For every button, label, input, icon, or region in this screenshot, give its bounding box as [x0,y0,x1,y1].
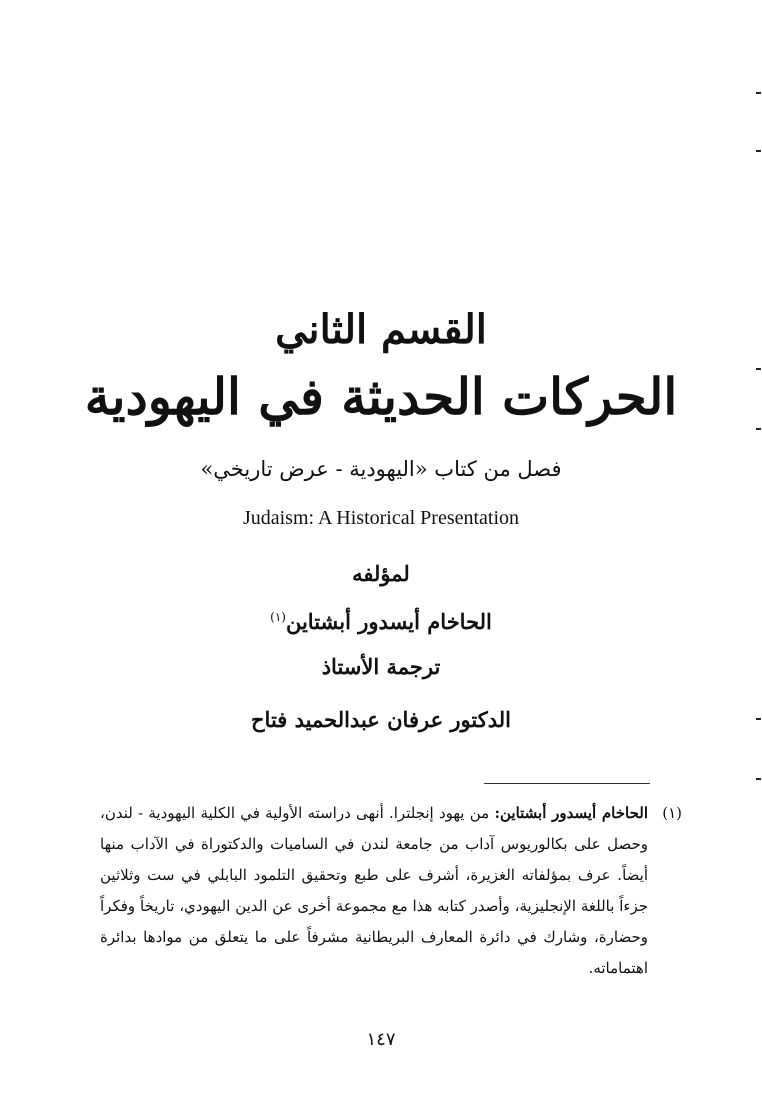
translation-label: ترجمة الأستاذ [321,654,441,679]
english-book-title: Judaism: A Historical Presentation [242,507,520,529]
margin-mark [756,92,761,94]
footnote-lead: الحاخام أيسدور أبشتاين: [494,804,648,822]
margin-mark [756,368,761,370]
translator-name: الدكتور عرفان عبدالحميد فتاح [251,707,511,732]
author-line [0,600,762,639]
source-book-subtitle: فصل من كتاب «اليهودية - عرض تاريخي» [200,457,562,481]
footnote-divider [484,783,650,784]
margin-mark [756,428,761,430]
author-name: الحاخام أيسدور أبشتاين [285,609,492,634]
footnote-body: من يهود إنجلترا. أنهى دراسته الأولية في الكلية اليهودية - لندن، وحصل على بكالوريوس آداب من جامعة لندن في الساميات والدكتوراة في الآداب منها أيضاً. عرف بمؤلفاته الغزيرة، أشرف على طبع وتحقيق التلمود البابلي في ست وثلاثين جزءاً باللغة الإنجليزية، وأصدر كتابه هذا مع مجموعة أخرى عن الدين اليهودي، تاريخاً وفكراً وحضارة، وشارك في دائرة المعارف البريطانية مشرفاً على ما يتعلق من موادها بدائرة اهتماماته. [100,804,648,977]
footnote-text [100,798,648,984]
footnote-number: (١) [662,804,682,822]
margin-mark [756,718,761,720]
author-footnote-ref[interactable]: (١) [270,610,286,624]
footnote [100,798,682,984]
chapter-title: الحركات الحديثة في اليهودية [84,367,678,426]
author-label: لمؤلفه [352,561,410,586]
margin-mark [756,150,761,152]
margin-mark [756,778,761,780]
page-number: ١٤٧ [366,1029,396,1050]
section-title: القسم الثاني [275,306,487,353]
